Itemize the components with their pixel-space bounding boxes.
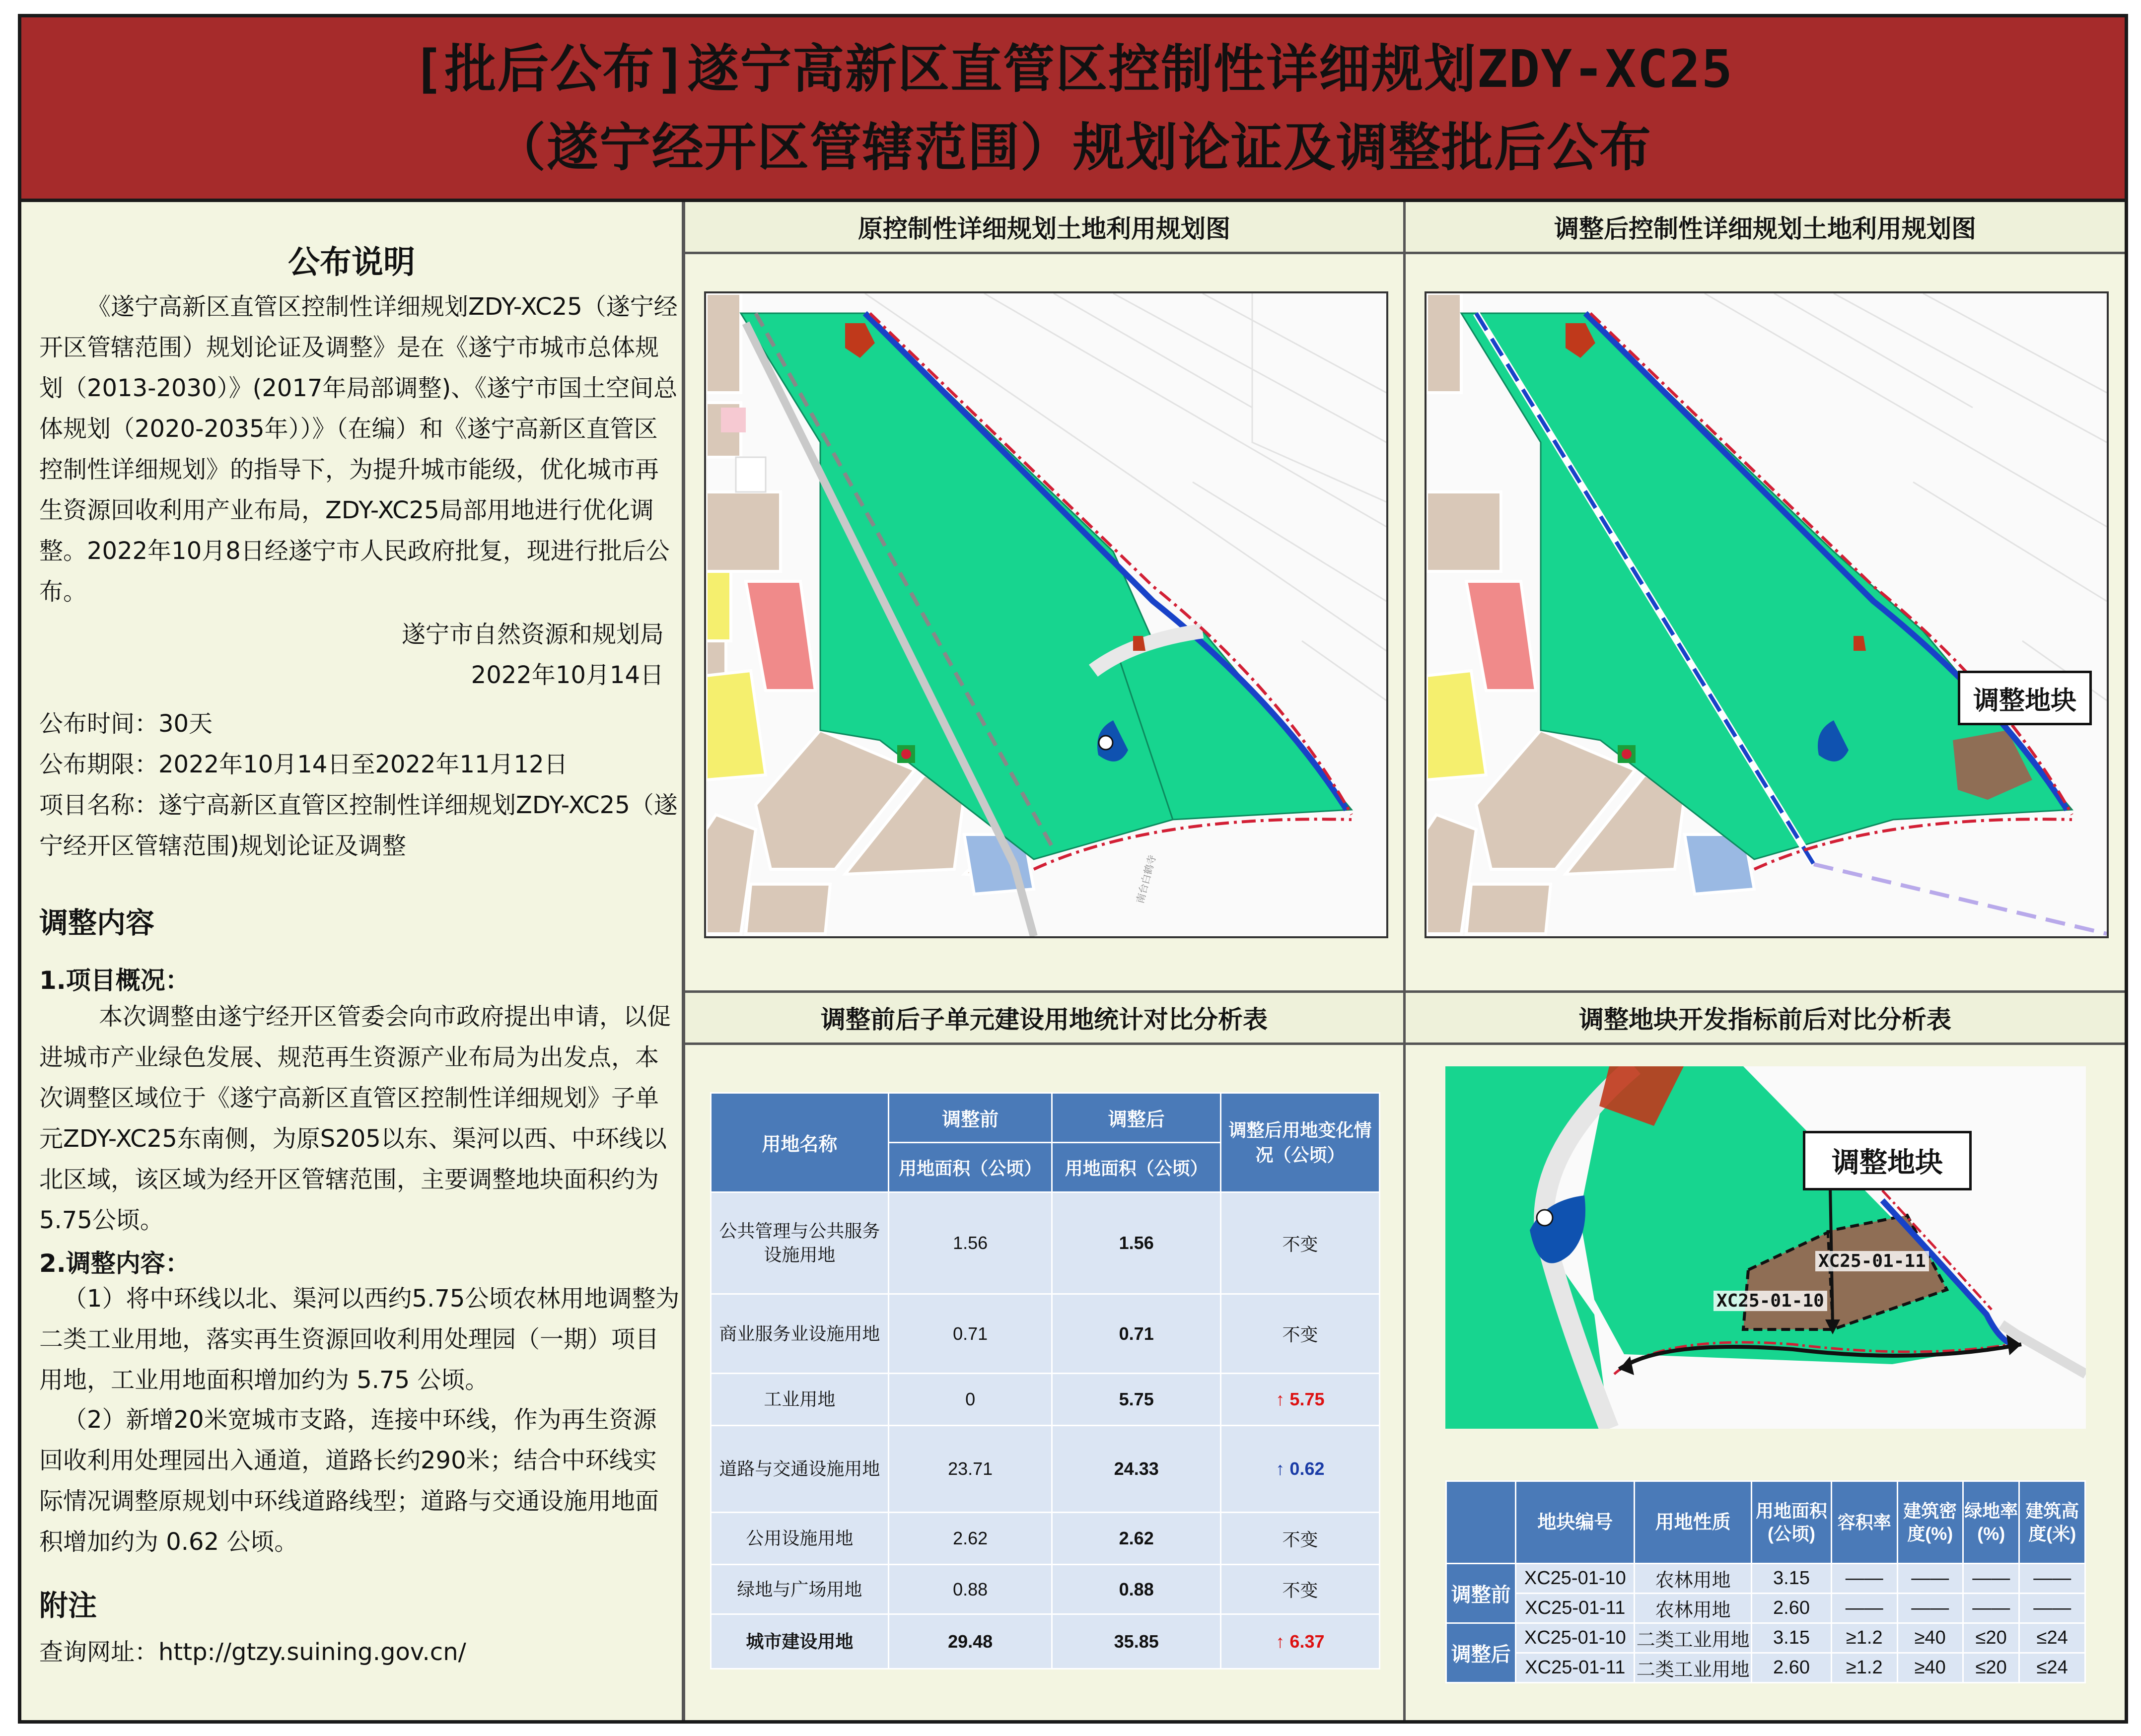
index-cell: —— [1832, 1594, 1898, 1623]
planning-board [18, 14, 2128, 1724]
stat-cell-after: 5.75 [1052, 1374, 1220, 1426]
index-cell: XC25-01-10 [1516, 1564, 1635, 1594]
detail-map [1445, 1066, 2086, 1429]
stat-cell-before: 23.71 [888, 1426, 1052, 1513]
original-map-title: 原控制性详细规划土地利用规划图 [685, 202, 1403, 254]
stat-cell-before: 0 [888, 1374, 1052, 1426]
stat-cell-after: 24.33 [1052, 1426, 1220, 1513]
stat-row [711, 1426, 1380, 1513]
sub-after: 用地面积（公顷） [1052, 1143, 1220, 1192]
notice-paragraph-text: 《遂宁高新区直管区控制性详细规划ZDY-XC25（遂宁经开区管辖范围）规划论证及调整》是在《遂宁市城市总体规划（2013-2030）》(2017年局部调整)、《遂宁市国土空间总体规划（2020-2035年））》（在编）和《遂宁高新区直管区控制性详细规划》的指导下，为提升城市能级，优化城市再生资源回收利用产业布局，ZDY-XC25局部用地进行优化调整。2022年10月8日经遂宁市人民政府批复，现进行批后公布。 [39, 293, 678, 606]
col-change: 调整后用地变化情况（公顷） [1220, 1093, 1379, 1192]
overview-title: 1.项目概况： [39, 966, 190, 995]
index-cell: 3.15 [1751, 1564, 1831, 1594]
index-cell: XC25-01-11 [1516, 1653, 1635, 1683]
project-line: 项目名称：遂宁高新区直管区控制性详细规划ZDY-XC25（遂宁经开区管辖范围)规划论证及调整 [39, 791, 678, 860]
index-cell: XC25-01-11 [1516, 1594, 1635, 1623]
stat-cell-change: 不变 [1220, 1513, 1379, 1565]
url-line[interactable]: 查询网址：http://gtzy.suining.gov.cn/ [39, 1638, 466, 1666]
stat-cell-before: 0.71 [888, 1294, 1052, 1374]
title-bar [21, 17, 2125, 202]
index-header: 用地面积(公顷) [1751, 1481, 1831, 1564]
index-cell: ≤24 [2019, 1653, 2085, 1683]
stat-cell-before: 0.88 [888, 1565, 1052, 1614]
adjusted-map-cell [1406, 202, 2125, 990]
content-item-2-text: （2）新增20米宽城市支路，连接中环线，作为再生资源回收利用处理园出入通道，道路长约290米；结合中环线实际情况调整原规划中环线道路线型；道路与交通设施用地面积增加约为 0.62 公顷。 [39, 1406, 659, 1556]
stat-cell-name: 公共管理与公共服务设施用地 [711, 1192, 889, 1294]
stat-cell-after: 1.56 [1052, 1192, 1220, 1294]
index-table-head [1446, 1481, 2085, 1564]
stat-table-title: 调整前后子单元建设用地统计对比分析表 [685, 993, 1403, 1045]
index-cell: ≥40 [1897, 1623, 1963, 1653]
marker-icon [1622, 749, 1632, 759]
arrow-up-icon: ↑ [1276, 1631, 1285, 1652]
original-map [704, 291, 1388, 938]
stat-row [711, 1294, 1380, 1374]
index-cell: ≤20 [1963, 1623, 2019, 1653]
detail-plot-tag: 调整地块 [1803, 1131, 1972, 1190]
overview-text [39, 996, 680, 1241]
content-item-1-text: （1）将中环线以北、渠河以西约5.75公顷农林用地调整为二类工业用地，落实再生资源回收利用处理园（一期）项目用地，工业用地面积增加约为 5.75 公顷。 [39, 1285, 680, 1394]
index-cell: —— [1832, 1564, 1898, 1594]
adjusted-map-title: 调整后控制性详细规划土地利用规划图 [1406, 202, 2125, 254]
arrow-up-icon: ↑ [1276, 1389, 1285, 1409]
stat-cell-name: 道路与交通设施用地 [711, 1426, 889, 1513]
index-row [1446, 1653, 2085, 1683]
stat-cell-change: 不变 [1220, 1294, 1379, 1374]
detail-map-svg [1445, 1066, 2086, 1429]
index-row [1446, 1623, 2085, 1653]
adjusted-map-svg [1427, 293, 2107, 936]
index-group-label: 调整后 [1446, 1623, 1516, 1683]
index-cell: ≥40 [1897, 1653, 1963, 1683]
utility-icon [1537, 1210, 1553, 1226]
index-header: 建筑高度(米) [2019, 1481, 2085, 1564]
index-cell: —— [1963, 1594, 2019, 1623]
index-header: 绿地率(%) [1963, 1481, 2019, 1564]
original-map-cell [685, 202, 1403, 990]
blank-parcel [736, 457, 766, 492]
period-line: 公布时间：30天 [39, 710, 213, 738]
issue-date: 2022年10月14日 [471, 661, 664, 689]
index-cell: ≥1.2 [1832, 1653, 1898, 1683]
stat-cell-change [1220, 1426, 1379, 1513]
notice-paragraph [39, 286, 680, 612]
stat-row [711, 1374, 1380, 1426]
index-row [1446, 1594, 2085, 1623]
detail-cell [1406, 993, 2125, 1720]
title-line-2: （遂宁经开区管辖范围）规划论证及调整批后公布 [494, 117, 1652, 178]
content-item-2 [39, 1399, 680, 1562]
index-cell: 3.15 [1751, 1623, 1831, 1653]
index-cell: 农林用地 [1635, 1594, 1752, 1623]
utility-icon [1099, 736, 1113, 750]
index-cell: —— [1963, 1564, 2019, 1594]
plot-label-10: XC25-01-10 [1713, 1291, 1827, 1311]
col-before: 调整前 [888, 1093, 1052, 1143]
stat-cell-after: 0.71 [1052, 1294, 1220, 1374]
index-cell: 2.60 [1751, 1653, 1831, 1683]
stat-table-cell [685, 993, 1403, 1720]
stat-cell-change [1220, 1614, 1379, 1669]
index-cell: 二类工业用地 [1635, 1623, 1752, 1653]
stat-cell-name: 城市建设用地 [711, 1614, 889, 1669]
stat-cell-name: 绿地与广场用地 [711, 1565, 889, 1614]
content-item-1 [39, 1278, 680, 1400]
index-cell: 农林用地 [1635, 1564, 1752, 1594]
sub-before: 用地面积（公顷） [888, 1143, 1052, 1192]
term-line: 公布期限：2022年10月14日至2022年11月12日 [39, 751, 568, 778]
stat-cell-name: 商业服务业设施用地 [711, 1294, 889, 1374]
stat-row [711, 1513, 1380, 1565]
index-cell: —— [2019, 1564, 2085, 1594]
stat-cell-before: 2.62 [888, 1513, 1052, 1565]
index-cell: 2.60 [1751, 1594, 1831, 1623]
original-map-svg [706, 293, 1386, 936]
change-value: 0.62 [1289, 1458, 1325, 1479]
stat-table-body [711, 1192, 1380, 1669]
stat-cell-before: 29.48 [888, 1614, 1052, 1669]
stat-cell-name: 公用设施用地 [711, 1513, 889, 1565]
index-table [1445, 1480, 2086, 1683]
stat-row [711, 1565, 1380, 1614]
index-cell: XC25-01-10 [1516, 1623, 1635, 1653]
detail-title: 调整地块开发指标前后对比分析表 [1406, 993, 2125, 1045]
yellow-parcel-1 [706, 571, 731, 641]
adjust-heading: 调整内容 [39, 906, 155, 940]
index-cell: —— [1897, 1594, 1963, 1623]
index-row [1446, 1564, 2085, 1594]
stat-cell-change: 不变 [1220, 1565, 1379, 1614]
stat-cell-change [1220, 1374, 1379, 1426]
issuer: 遂宁市自然资源和规划局 [401, 621, 664, 648]
stat-cell-before: 1.56 [888, 1192, 1052, 1294]
change-value: 5.75 [1289, 1389, 1325, 1409]
stat-cell-after: 35.85 [1052, 1614, 1220, 1669]
index-cell: —— [1897, 1564, 1963, 1594]
road-label: 南台白鹤寺 [1134, 853, 1158, 905]
title-line-1: [批后公布]遂宁高新区直管区控制性详细规划ZDY-XC25 [412, 38, 1734, 99]
index-cell: 二类工业用地 [1635, 1653, 1752, 1683]
index-head-blank [1446, 1481, 1516, 1564]
overview-text-body: 本次调整由遂宁经开区管委会向市政府提出申请，以促进城市产业绿色发展、规范再生资源产业布局为出发点，本次调整区域位于《遂宁高新区直管区控制性详细规划》子单元ZDY-XC25东南侧，为原S205以东、渠河以西、中环线以北区域，该区域为经开区管辖范围，主要调整地块面积约为5.75公顷。 [39, 1003, 671, 1234]
index-cell: ≥1.2 [1832, 1623, 1898, 1653]
index-header: 建筑密度(%) [1897, 1481, 1963, 1564]
index-cell: ≤20 [1963, 1653, 2019, 1683]
adjusted-map [1425, 291, 2109, 938]
index-cell: —— [2019, 1594, 2085, 1623]
change-value: 6.37 [1289, 1631, 1325, 1652]
notice-heading: 公布说明 [288, 244, 415, 281]
notice-panel [21, 202, 685, 1720]
index-group-label: 调整前 [1446, 1564, 1516, 1623]
content-title: 2.调整内容： [39, 1249, 190, 1278]
pink-parcel [721, 408, 746, 432]
stat-cell-change: 不变 [1220, 1192, 1379, 1294]
adjusted-plot-tag: 调整地块 [1958, 671, 2092, 725]
plot-label-11: XC25-01-11 [1815, 1251, 1929, 1271]
arrow-up-icon: ↑ [1276, 1458, 1285, 1479]
stat-cell-after: 0.88 [1052, 1565, 1220, 1614]
index-cell: ≤24 [2019, 1623, 2085, 1653]
index-header: 地块编号 [1516, 1481, 1635, 1564]
stat-row [711, 1614, 1380, 1669]
stat-cell-name: 工业用地 [711, 1374, 889, 1426]
index-table-body [1446, 1564, 2085, 1683]
note-heading: 附注 [39, 1589, 97, 1622]
stat-row [711, 1192, 1380, 1294]
col-name: 用地名称 [711, 1093, 889, 1192]
index-header: 用地性质 [1635, 1481, 1752, 1564]
col-after: 调整后 [1052, 1093, 1220, 1143]
stat-cell-after: 2.62 [1052, 1513, 1220, 1565]
marker-icon [901, 749, 911, 759]
index-header: 容积率 [1832, 1481, 1898, 1564]
stat-table [710, 1092, 1380, 1669]
